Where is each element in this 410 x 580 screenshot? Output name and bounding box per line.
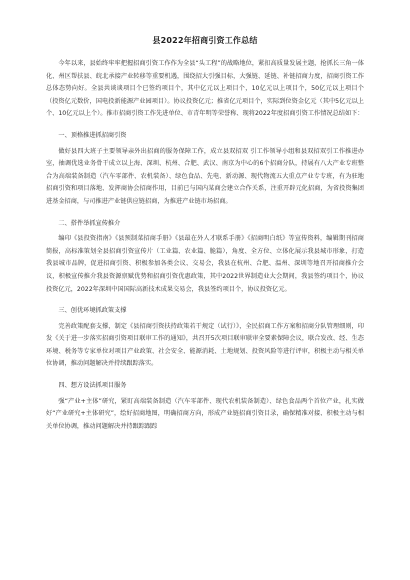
section-paragraph: 做好县四大班子主要领导亲外出招商的服务保障工作，成立县双招双 引工作领导小组和县双招双引工作推进办室，抽调优选业务骨干成立以上海、深圳、杭州、合肥、武汉、南京为中心的6个招商分队，持展有八大产业专班整合为高端装备制造（汽车零部件、农机装备）、绿色食品、先电、新动源、现代物流五大重点产业专专班，有为驻地招商引资和项目落地、发挥商协会招商作用，目前已与国内某商会建立合作关系，注重开辟元化招商，为省投资集团进基金招商，与司推进产业链供应链招商，为推进产业链市场招商。	[46, 147, 364, 205]
section-2	[46, 218, 364, 297]
section-heading: 四、想方设法抓项目服务	[58, 382, 127, 390]
section-paragraph: 强“产业+主体”研究，紧盯高端装备制造（汽车零部件、现代农机装备制造）、绿色食品两个首位产业，扎实做好“产业研究+主体研究”，绘好招商地图，明确招商方向，形成产业链招商引资目录，确保精准对接、积极主动与相关单位协调，推动问题解决并持跟踪跟踪	[46, 397, 364, 430]
document-title: 县2022年招商引资工作总结	[152, 36, 258, 45]
section-heading: 三、创优环境抓政策支撑	[58, 307, 127, 315]
section-1	[46, 130, 364, 209]
section-heading: 二、搭件举抓宣传推介	[58, 219, 121, 227]
section-4	[46, 380, 364, 433]
section-paragraph: 完善政策配套支撑，制定《县招商引资扶持政策若干规定（试行）》，全民招商工作方案和招商分队管理细则，印发《关于进一步落实招商引资项目联审工作的通知》，共召开5次项目联审联审全要素保障会议，联合发改、经、生态环境、税务等专家单位对项目产业政策、社会安全、能源消耗、土地规划、投资风险等进行评审，积极主动与相关单位协调，推动问题解决并持续跟踪落实。	[46, 322, 364, 368]
intro-paragraph: 今年以来，县始终牢牢把握招商引资工作作为全县“头工程”的战略地位，紧扣高质量发展主题，抢抓长三角一体化、州区帮扶县、皖北承接产业转移等重要机遇，围绕招大引强目标，大强链、延链、补链招商力度，招商引资工作总体态势向好。全县共谈谈项目个已签约项目个，其中亿元以上项目个，10亿元以上项目个，50亿元以上项目个（投资亿元数价，国电投新能源产业园项目）。协议投资亿元；推省亿元项目个，实际到位资金亿元（其中5亿元以上个、10亿元以上个）。推市招商引资工作先进单位、市青年明等荣誉称、现将2022年度招商引资工作情况总结如下：	[46, 60, 364, 118]
section-3	[46, 305, 364, 371]
section-heading: 一、顶格推进抓招商引资	[58, 131, 127, 139]
section-paragraph: 编印《县投资指南》《县预制菜招商手册》《县最在外人才联系手册》《招商明白纸》等宣传资料，编辑期刊招商简报，高标准策划全县招商引资宣传片（工业篇、农业篇、脆篇），角度、全方位、立体化展示我县城市形象，打造我县城市品牌，促进招商引资、积极参加各类会议、交易会，我县在杭州、合肥、温州、深圳等地召开招商推介会议，积极宣传推介我县资源禀赋优势和招商引资优惠政策，其中2022世界制造业大会期间，我县签约项目个，协议投资亿元，2022年深圳中国国际高新技术成果交易会，我县签约项目个，协议投资亿元。	[46, 235, 364, 293]
